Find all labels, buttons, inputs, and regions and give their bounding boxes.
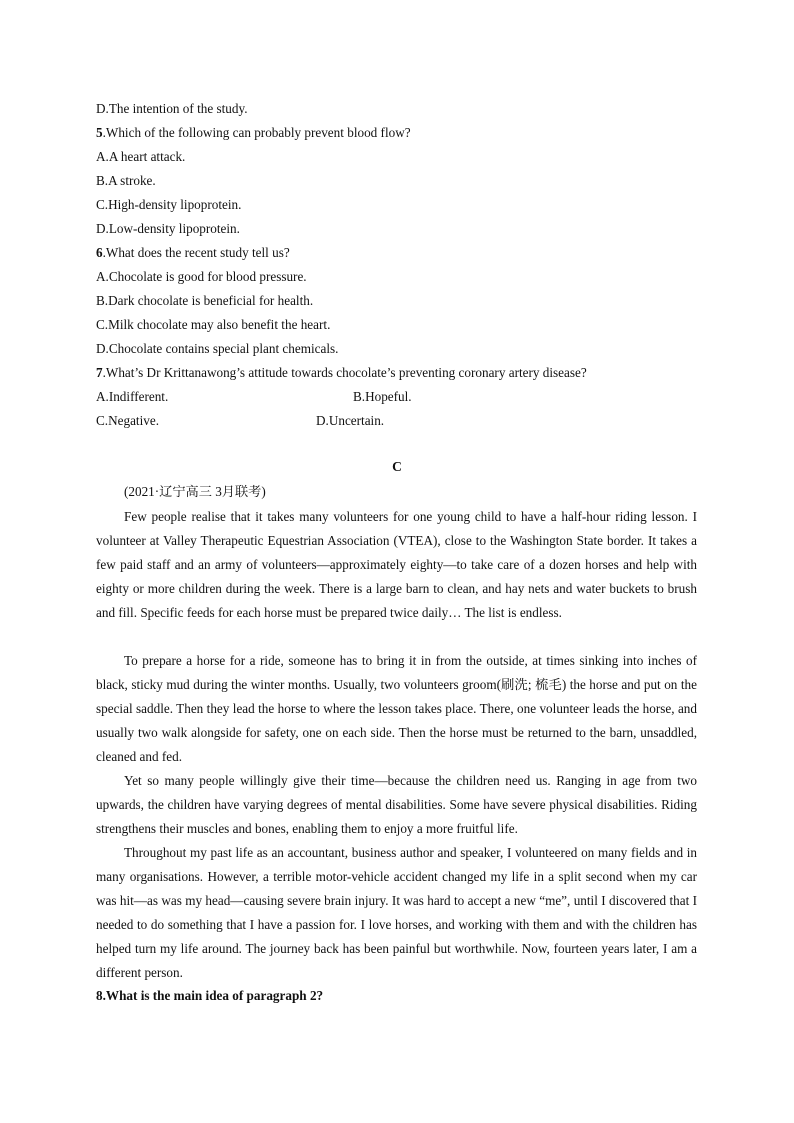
q7-stem (96, 364, 587, 382)
q6-option-c: C.Milk chocolate may also benefit the heart. (96, 317, 331, 332)
q7-option-c: C.Negative. (96, 413, 159, 428)
passage-source: (2021·辽宁高三 3月联考) (124, 484, 266, 499)
q7-options-row-2 (96, 412, 396, 430)
passage-paragraph-3: Yet so many people willingly give their time—because the children need us. Ranging in age from two upwards, the children have varying degrees of mental disabilities. Some have severe physical disabilities. Riding strengthens their muscles and bones, enabling them to enjoy a more fruitful life. (96, 773, 697, 836)
q5-stem (96, 124, 411, 142)
q6-number: 6 (96, 245, 103, 260)
q5-option-c: C.High-density lipoprotein. (96, 197, 242, 212)
q7-options-row-1 (96, 388, 412, 406)
q7-option-a: A.Indifferent. (96, 389, 169, 404)
q6-option-d: D.Chocolate contains special plant chemicals. (96, 341, 339, 356)
passage-paragraph-1: Few people realise that it takes many volunteers for one young child to have a half-hour riding lesson. I volunteer at Valley Therapeutic Equestrian Association (VTEA), close to the Washington State border. It takes a few paid staff and an army of volunteers—approximately eighty—to take care of a dozen horses and help with eighty or more children during the week. There is a large barn to clean, and hay nets and water buckets to brush and fill. Specific feeds for each horse must be prepared twice daily… The list is endless. (96, 509, 697, 620)
q5-stem-text: .Which of the following can probably prevent blood flow? (102, 125, 411, 140)
section-heading: C (392, 459, 402, 474)
q6-stem (96, 244, 290, 262)
q5-option-b: B.A stroke. (96, 173, 156, 188)
q7-option-d: D.Uncertain. (316, 413, 385, 428)
passage-paragraph-4: Throughout my past life as an accountant, business author and speaker, I volunteered on many fields and in many organisations. However, a terrible motor-vehicle accident changed my life in a split second when my car was hit—as was my head—causing severe brain injury. It was hard to accept a new “me”, until I discovered that I needed to do something that I have a passion for. I love horses, and working with them and with the children has helped turn my life around. The journey back has been painful but worthwhile. Now, fourteen years later, I am a different person. (96, 845, 697, 980)
q8-stem-text: .What is the main idea of paragraph 2? (102, 988, 324, 1003)
q6-stem-text: .What does the recent study tell us? (102, 245, 290, 260)
q8-number: 8 (96, 988, 103, 1003)
passage-paragraph-2: To prepare a horse for a ride, someone has to bring it in from the outside, at times sinking into inches of black, sticky mud during the winter months. Usually, two volunteers groom(刷洗; 梳毛) the horse and put on the special saddle. Then they lead the horse to where the lesson takes place. There, one volunteer leads the horse, and usually two walk alongside for safety, one on each side. Then the horse must be returned to the barn, unsaddled, cleaned and fed. (96, 653, 697, 764)
q8-stem (96, 987, 323, 1005)
q5-option-d: D.Low-density lipoprotein. (96, 221, 240, 236)
q7-stem-text: .What’s Dr Krittanawong’s attitude towards chocolate’s preventing coronary artery disease? (102, 365, 587, 380)
q5-option-a: A.A heart attack. (96, 149, 186, 164)
q6-option-a: A.Chocolate is good for blood pressure. (96, 269, 307, 284)
q6-option-b: B.Dark chocolate is beneficial for health. (96, 293, 314, 308)
q7-option-b: B.Hopeful. (353, 389, 412, 404)
q4-option-d: D.The intention of the study. (96, 101, 248, 116)
q7-number: 7 (96, 365, 103, 380)
q5-number: 5 (96, 125, 103, 140)
